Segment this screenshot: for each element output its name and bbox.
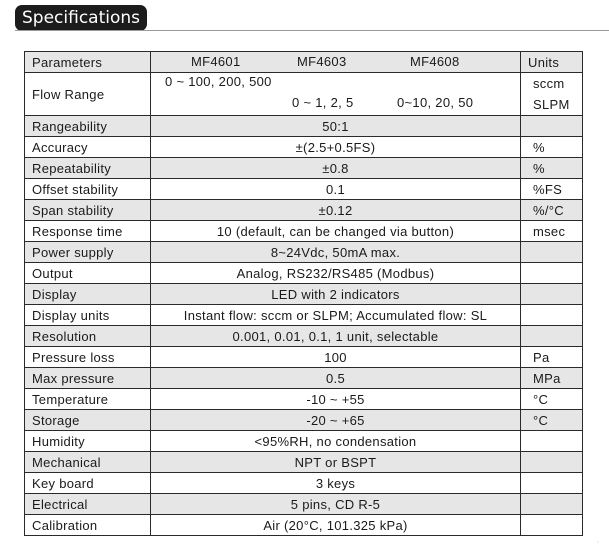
row-label: Calibration (25, 515, 151, 536)
row-value: ±0.8 (151, 158, 521, 179)
row-unit: %FS (521, 179, 583, 200)
row-unit (521, 116, 583, 137)
row-value: <95%RH, no condensation (151, 431, 521, 452)
row-label: Max pressure (25, 368, 151, 389)
table-row (25, 305, 583, 326)
flow-range-mf4603: 0 ~ 1, 2, 5 (292, 95, 354, 110)
row-unit: % (521, 137, 583, 158)
row-unit: % (521, 158, 583, 179)
row-label: Electrical (25, 494, 151, 515)
table-row (25, 116, 583, 137)
row-unit (521, 242, 583, 263)
table-row (25, 221, 583, 242)
row-label: Repeatability (25, 158, 151, 179)
flow-range-values (151, 73, 521, 116)
row-unit: Pa (521, 347, 583, 368)
row-label: Display (25, 284, 151, 305)
title-underline (15, 30, 609, 31)
row-value: -10 ~ +55 (151, 389, 521, 410)
unit-slpm: SLPM (533, 97, 570, 112)
table-row (25, 494, 583, 515)
row-unit: °C (521, 389, 583, 410)
header-units: Units (521, 52, 583, 73)
flow-range-mf4601: 0 ~ 100, 200, 500 (165, 74, 272, 89)
row-value: LED with 2 indicators (151, 284, 521, 305)
table-row (25, 284, 583, 305)
row-value: ±(2.5+0.5FS) (151, 137, 521, 158)
row-value: 0.5 (151, 368, 521, 389)
row-label: Offset stability (25, 179, 151, 200)
header-model-mf4608: MF4608 (410, 54, 460, 69)
row-value: 5 pins, CD R-5 (151, 494, 521, 515)
table-row-flow-range (25, 73, 583, 116)
row-value: 0.1 (151, 179, 521, 200)
table-row (25, 410, 583, 431)
row-label: Mechanical (25, 452, 151, 473)
table-row (25, 158, 583, 179)
row-label: Flow Range (25, 73, 151, 116)
table-row (25, 515, 583, 536)
page-mark: · (596, 539, 599, 546)
flow-range-units (521, 73, 583, 116)
row-label: Power supply (25, 242, 151, 263)
row-label: Response time (25, 221, 151, 242)
table-row (25, 431, 583, 452)
table-row (25, 137, 583, 158)
row-unit (521, 473, 583, 494)
row-value: 10 (default, can be changed via button) (151, 221, 521, 242)
row-unit (521, 515, 583, 536)
row-value: NPT or BSPT (151, 452, 521, 473)
table-row (25, 326, 583, 347)
row-label: Key board (25, 473, 151, 494)
table-row (25, 452, 583, 473)
row-label: Temperature (25, 389, 151, 410)
row-label: Resolution (25, 326, 151, 347)
row-value: -20 ~ +65 (151, 410, 521, 431)
header-model-mf4603: MF4603 (297, 54, 347, 69)
header-parameters: Parameters (25, 52, 151, 73)
row-label: Output (25, 263, 151, 284)
row-label: Storage (25, 410, 151, 431)
row-value: 3 keys (151, 473, 521, 494)
row-unit (521, 284, 583, 305)
row-value: 0.001, 0.01, 0.1, 1 unit, selectable (151, 326, 521, 347)
row-label: Rangeability (25, 116, 151, 137)
table-header-row (25, 52, 583, 73)
unit-sccm: sccm (533, 76, 565, 91)
flow-range-mf4608: 0~10, 20, 50 (397, 95, 474, 110)
row-unit (521, 305, 583, 326)
row-value: 50:1 (151, 116, 521, 137)
row-value: Air (20°C, 101.325 kPa) (151, 515, 521, 536)
row-value: ±0.12 (151, 200, 521, 221)
row-unit: °C (521, 410, 583, 431)
table-row (25, 347, 583, 368)
row-label: Span stability (25, 200, 151, 221)
table-row (25, 368, 583, 389)
row-value: Analog, RS232/RS485 (Modbus) (151, 263, 521, 284)
row-value: Instant flow: sccm or SLPM; Accumulated flow: SL (151, 305, 521, 326)
row-unit (521, 452, 583, 473)
row-label: Display units (25, 305, 151, 326)
row-unit (521, 431, 583, 452)
table-row (25, 179, 583, 200)
table-row (25, 473, 583, 494)
row-unit (521, 326, 583, 347)
table-row (25, 263, 583, 284)
row-value: 100 (151, 347, 521, 368)
row-label: Pressure loss (25, 347, 151, 368)
row-unit: %/°C (521, 200, 583, 221)
row-value: 8~24Vdc, 50mA max. (151, 242, 521, 263)
header-models (151, 52, 521, 73)
row-unit: msec (521, 221, 583, 242)
row-unit (521, 494, 583, 515)
row-unit: MPa (521, 368, 583, 389)
table-row (25, 200, 583, 221)
table-row (25, 242, 583, 263)
row-label: Accuracy (25, 137, 151, 158)
specifications-table (24, 51, 583, 536)
header-model-mf4601: MF4601 (191, 54, 241, 69)
row-label: Humidity (25, 431, 151, 452)
table-row (25, 389, 583, 410)
page-title: Specifications (15, 5, 147, 31)
row-unit (521, 263, 583, 284)
